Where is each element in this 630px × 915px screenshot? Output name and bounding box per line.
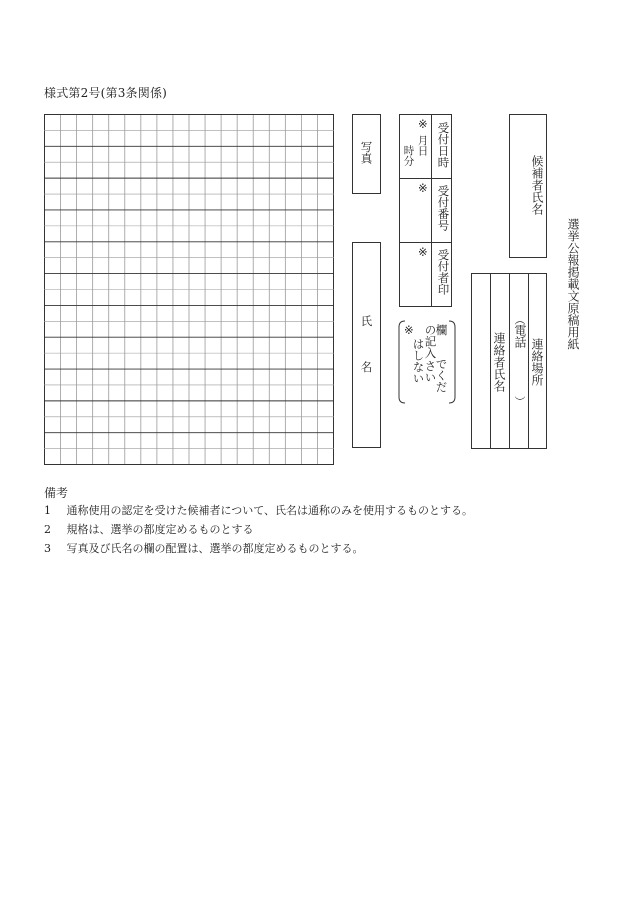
reception-number-label: 受付番号 [436, 185, 451, 231]
contact-divider-1 [490, 274, 491, 448]
reception-date-hour-min: 時分 [402, 145, 415, 166]
reception-date-label: 受付日時 [436, 122, 451, 168]
instruction-col-3: はしない [411, 338, 426, 384]
instruction-col-2: の記入 [423, 324, 438, 359]
contact-divider-2 [509, 274, 510, 448]
notes-heading: 備考 [44, 486, 69, 500]
note-text: 写真及び氏名の欄の配置は、選挙の都度定めるものとする。 [66, 542, 364, 555]
note-text: 通称使用の認定を受けた候補者について、氏名は通称のみを使用するものとする。 [66, 504, 474, 517]
note-number: 3 [44, 542, 51, 555]
instruction-col-4: でくだ [434, 358, 449, 393]
note-text: 規格は、選挙の都度定めるものとする [66, 523, 254, 536]
note-number: 1 [44, 504, 51, 517]
reception-seal-label: 受付者印 [436, 249, 451, 295]
contact-person-label: 連絡者氏名 [492, 332, 506, 392]
reception-number-mark: ※ [418, 181, 428, 195]
name-box [352, 242, 381, 448]
instruction-col-1: 欄 [434, 324, 449, 336]
contact-block [471, 273, 547, 449]
contact-phone-label: 電話 [513, 324, 527, 348]
contact-paren-open: ︵ [513, 314, 526, 325]
note-number: 2 [44, 523, 51, 536]
photo-label: 写真 [359, 141, 374, 164]
form-title: 様式第2号(第3条関係) [44, 86, 168, 100]
reception-block [399, 114, 452, 307]
candidate-name-label: 候補者氏名 [530, 155, 544, 215]
note-item-3 [44, 540, 364, 556]
name-label-bottom: 名 [359, 361, 374, 373]
contact-paren-close: ︶ [513, 396, 526, 407]
reception-divider-2 [400, 242, 451, 243]
reception-date-mark: ※ [418, 117, 428, 131]
reception-divider-1 [400, 178, 451, 179]
note-item-1 [44, 502, 473, 518]
contact-place-label: 連絡場所 [530, 338, 544, 386]
instruction-col-5: さい [423, 360, 438, 383]
instruction-bracket-right [448, 320, 456, 404]
contact-divider-3 [528, 274, 529, 448]
reception-seal-mark: ※ [418, 245, 428, 259]
name-label-top: 氏 [359, 315, 374, 327]
manuscript-grid[interactable] [44, 114, 334, 465]
candidate-name-box [509, 114, 547, 258]
instruction-note [398, 320, 456, 404]
photo-box [352, 114, 381, 194]
reception-date-month-day: 月日 [416, 135, 429, 156]
note-item-2 [44, 521, 254, 537]
side-title: 選挙公報掲載文原稿用紙 [566, 218, 580, 350]
reception-divider-vertical [431, 115, 432, 306]
instruction-mark: ※ [404, 323, 414, 337]
